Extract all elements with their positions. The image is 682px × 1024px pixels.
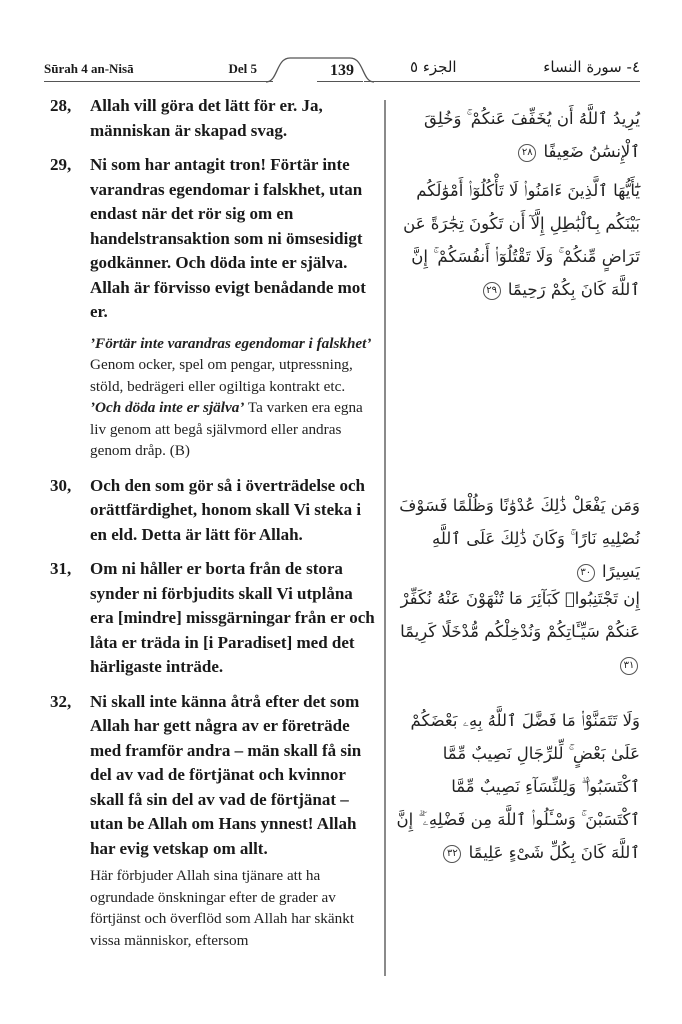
arabic-verse-31 (394, 582, 640, 681)
header-rule-left (44, 81, 273, 82)
page-header (44, 56, 640, 86)
verse-30 (50, 474, 378, 548)
ayah-end-marker-icon: ٣٠ (577, 564, 595, 582)
arabic-text: إِن تَجْتَنِبُوا۟ كَبَآئِرَ مَا تُنْهَوْنَ عَنْهُ نُكَفِّرْ عَنكُمْ سَيِّـَٔاتِكُمْ وَنُدْخِلْكُم مُّدْخَلًا كَرِيمًا (400, 589, 640, 641)
verse-29 (50, 153, 378, 325)
verse-number: 30, (50, 475, 72, 495)
verse-28 (50, 94, 378, 143)
commentary-text: Genom ocker, spel om pengar, utpressning, stöld, bedrägeri eller ogiltiga kontrakt etc. (90, 356, 353, 395)
ayah-end-marker-icon: ٢٨ (518, 144, 536, 162)
part-label-latin: Del 5 (228, 61, 257, 76)
ayah-end-marker-icon: ٣٢ (443, 845, 461, 863)
arabic-text: وَمَن يَفْعَلْ ذَٰلِكَ عُدْوَٰنًا وَظُلْمًا فَسَوْفَ نُصْلِيهِ نَارًا ۚ وَكَانَ ذَٰلِكَ عَلَى ٱللَّهِ يَسِيرًا (399, 496, 640, 581)
verse-number: 28, (50, 96, 72, 115)
ayah-end-marker-icon: ٣١ (620, 657, 638, 675)
verse-text: Och den som gör så i överträdelse och orättfärdighet, honom skall Vi steka i en eld. Detta är lätt för Allah. (90, 475, 365, 544)
translation-column (50, 94, 378, 963)
page-number: 139 (330, 62, 354, 79)
arabic-verse-30 (394, 489, 640, 588)
verse-text: Ni som har antagit tron! Förtär inte varandras egendomar i falskhet, utan endast när det rör sig om en handelstransaktion som ni ömsesidigt godkänner. Och döda inte er själva. Allah är förvisso evigt benådande mot er. (90, 155, 366, 321)
arabic-text: وَلَا تَتَمَنَّوْا۟ مَا فَضَّلَ ٱللَّهُ بِهِۦ بَعْضَكُمْ عَلَىٰ بَعْضٍ ۚ لِّلرِّجَالِ نَصِيبٌ مِّمَّا ٱكْتَسَبُوا۟ ۖ وَلِلنِّسَآءِ نَصِيبٌ مِّمَّا ٱكْتَسَبْنَ ۚ وَسْـَٔلُوا۟ ٱللَّهَ مِن فَضْلِهِۦٓ ۗ إِنَّ ٱللَّهَ كَانَ بِكُلِّ شَىْءٍ عَلِيمًا (396, 711, 640, 862)
verse-text: Allah vill göra det lätt för er. Ja, människan är skapad svag. (90, 96, 323, 140)
commentary-quote: ’Och döda inte er själva’ (90, 399, 245, 416)
commentary-32: Här förbjuder Allah sina tjänare att ha ogrundade önskningar efter de grader av förtjänst och överflöd som Allah har skänkt vissa människor, eftersom (90, 867, 355, 949)
arabic-text: يَٰٓأَيُّهَا ٱلَّذِينَ ءَامَنُوا۟ لَا تَأْكُلُوٓا۟ أَمْوَٰلَكُم بَيْنَكُم بِٱلْبَٰطِلِ إِلَّآ أَن تَكُونَ تِجَٰرَةً عَن تَرَاضٍ مِّنكُمْ ۚ وَلَا تَقْتُلُوٓا۟ أَنفُسَكُمْ ۚ إِنَّ ٱللَّهَ كَانَ بِكُمْ رَحِيمًا (403, 181, 640, 299)
column-divider (384, 100, 386, 976)
verse-text: Ni skall inte känna åtrå efter det som Allah har gett några av er företräde med framför andra – män skall få sin del av vad de förtjänat och kvinnor skall få sin del av vad de förtjänat – utan be Allah om Hans ynnest! Allah har evig vetskap om allt. (90, 691, 362, 858)
arabic-text: يُرِيدُ ٱللَّهُ أَن يُخَفِّفَ عَنكُمْ ۚ وَخُلِقَ ٱلْإِنسَٰنُ ضَعِيفًا (424, 109, 640, 161)
commentary-text: Ta varken era egna liv genom att begå självmord eller andras genom dråp. (B) (90, 399, 363, 459)
surah-title-latin: Sūrah 4 an-Nisā (44, 61, 134, 76)
arabic-verse-32 (394, 704, 640, 869)
ayah-end-marker-icon: ٢٩ (483, 282, 501, 300)
part-label-arabic: الجزء ٥ (410, 58, 457, 76)
verse-32 (50, 690, 378, 862)
arabic-verse-29 (394, 174, 640, 306)
header-rule-right (364, 81, 640, 82)
verse-number: 29, (50, 155, 72, 174)
verse-number: 32, (50, 691, 72, 711)
commentary-quote: ’Förtär inte varandras egendomar i falskhet’ (90, 334, 372, 352)
commentary-29 (50, 333, 378, 462)
page-number-underline (317, 81, 363, 82)
verse-text: Om ni håller er borta från de stora synder ni förbjudits skall Vi utplåna era [mindre] missgärningar från er och låta er träda in [i Paradiset] med det härligaste inträde. (90, 559, 375, 676)
verse-number: 31, (50, 559, 72, 578)
surah-title-arabic: ٤- سورة النساء (543, 58, 640, 76)
verse-31 (50, 557, 378, 680)
arabic-verse-28 (394, 102, 640, 168)
